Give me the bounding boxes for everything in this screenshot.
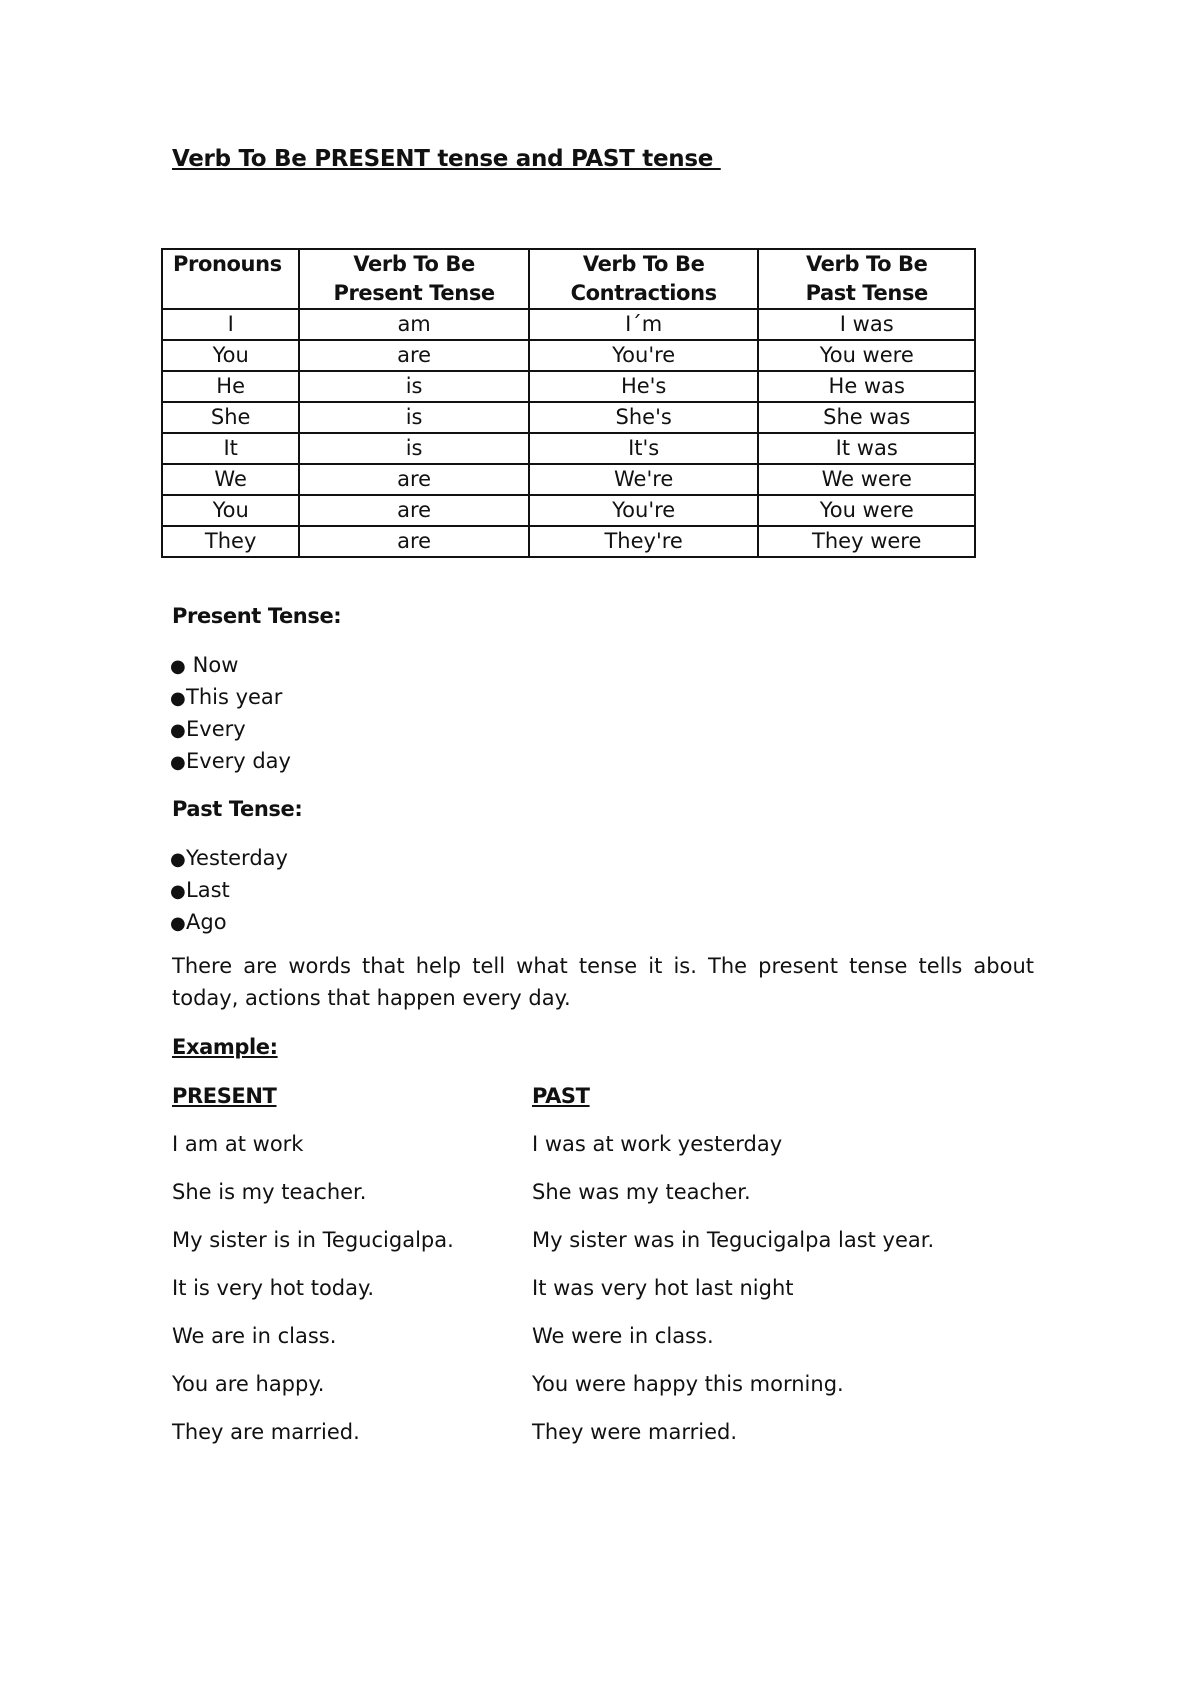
header-line: Contractions (570, 281, 717, 305)
header-line: Verb To Be (582, 252, 705, 276)
table-cell: You're (529, 495, 759, 526)
header-line: Verb To Be (353, 252, 475, 276)
list-item: My sister was in Tegucigalpa last year. (532, 1228, 935, 1252)
header-line: Pronouns (173, 252, 282, 276)
table-cell: I´m (529, 309, 759, 340)
table-cell: She's (529, 402, 759, 433)
table-row (162, 495, 975, 526)
explanation-paragraph: There are words that help tell what tense it is. The present tense tells about today, actions that happen every day. (172, 954, 1034, 1010)
table-header-row (162, 249, 975, 309)
example-heading: Example: (172, 1035, 278, 1059)
list-item: I am at work (172, 1132, 304, 1156)
table-cell: You were (758, 495, 975, 526)
table-cell: I (162, 309, 299, 340)
list-item: We were in class. (532, 1324, 714, 1348)
list-item: My sister is in Tegucigalpa. (172, 1228, 454, 1252)
table-row (162, 402, 975, 433)
table-cell: You (162, 495, 299, 526)
bullet-icon: ● (170, 913, 186, 934)
bullet-icon: ● (170, 688, 186, 709)
list-item (170, 681, 291, 713)
list-item: They are married. (172, 1420, 360, 1444)
table-cell: They were (758, 526, 975, 557)
list-item-text: Yesterday (186, 846, 288, 870)
list-item (170, 906, 288, 938)
bullet-icon: ● (170, 849, 186, 870)
header-line: Present Tense (333, 281, 495, 305)
table-cell: is (299, 371, 529, 402)
bullet-icon: ● (170, 720, 186, 741)
present-column-heading: PRESENT (172, 1084, 277, 1108)
table-cell: You (162, 340, 299, 371)
table-cell: It (162, 433, 299, 464)
header-line: Verb To Be (805, 252, 928, 276)
table-cell: It's (529, 433, 759, 464)
header-line: Past Tense (805, 281, 928, 305)
table-row (162, 526, 975, 557)
table-cell: is (299, 402, 529, 433)
list-item-text: Last (186, 878, 230, 902)
list-item (170, 874, 288, 906)
table-cell: He's (529, 371, 759, 402)
table-cell: You were (758, 340, 975, 371)
table-cell: She was (758, 402, 975, 433)
list-item-text: Now (186, 653, 239, 677)
list-item: It was very hot last night (532, 1276, 794, 1300)
table-cell: They're (529, 526, 759, 557)
list-item (170, 713, 291, 745)
table-cell: am (299, 309, 529, 340)
bullet-icon: ● (170, 656, 186, 677)
past-examples (532, 1128, 934, 1464)
table-header-pronouns (162, 249, 299, 309)
list-item (170, 842, 288, 874)
list-item-text: Every (186, 717, 246, 741)
list-item: They were married. (532, 1420, 738, 1444)
list-item (170, 649, 291, 681)
page-title: Verb To Be PRESENT tense and PAST tense (172, 146, 721, 172)
table-cell: He (162, 371, 299, 402)
past-tense-heading: Past Tense: (172, 797, 303, 821)
past-column-heading: PAST (532, 1084, 590, 1108)
table-cell: You're (529, 340, 759, 371)
bullet-icon: ● (170, 881, 186, 902)
past-tense-list (170, 842, 288, 938)
table-row (162, 340, 975, 371)
table-row (162, 464, 975, 495)
table-cell: are (299, 464, 529, 495)
table-cell: He was (758, 371, 975, 402)
table-cell: It was (758, 433, 975, 464)
table-header-contractions (529, 249, 759, 309)
table-row (162, 309, 975, 340)
table-cell: are (299, 340, 529, 371)
table-header-past (758, 249, 975, 309)
list-item: She was my teacher. (532, 1180, 751, 1204)
table-cell: are (299, 526, 529, 557)
list-item: You are happy. (172, 1372, 325, 1396)
verb-to-be-table (161, 248, 976, 558)
present-examples (172, 1128, 454, 1464)
table-cell: I was (758, 309, 975, 340)
table-cell: We were (758, 464, 975, 495)
table-cell: We're (529, 464, 759, 495)
table-header-present (299, 249, 529, 309)
list-item: It is very hot today. (172, 1276, 375, 1300)
list-item: I was at work yesterday (532, 1132, 783, 1156)
table-cell: They (162, 526, 299, 557)
list-item: You were happy this morning. (532, 1372, 844, 1396)
table-cell: She (162, 402, 299, 433)
table-row (162, 433, 975, 464)
list-item-text: Every day (186, 749, 291, 773)
present-tense-heading: Present Tense: (172, 604, 342, 628)
list-item: We are in class. (172, 1324, 337, 1348)
list-item (170, 745, 291, 777)
list-item-text: This year (186, 685, 283, 709)
table-cell: is (299, 433, 529, 464)
table-row (162, 371, 975, 402)
present-tense-list (170, 649, 291, 777)
table-cell: are (299, 495, 529, 526)
bullet-icon: ● (170, 752, 186, 773)
list-item-text: Ago (186, 910, 227, 934)
list-item: She is my teacher. (172, 1180, 367, 1204)
table-cell: We (162, 464, 299, 495)
